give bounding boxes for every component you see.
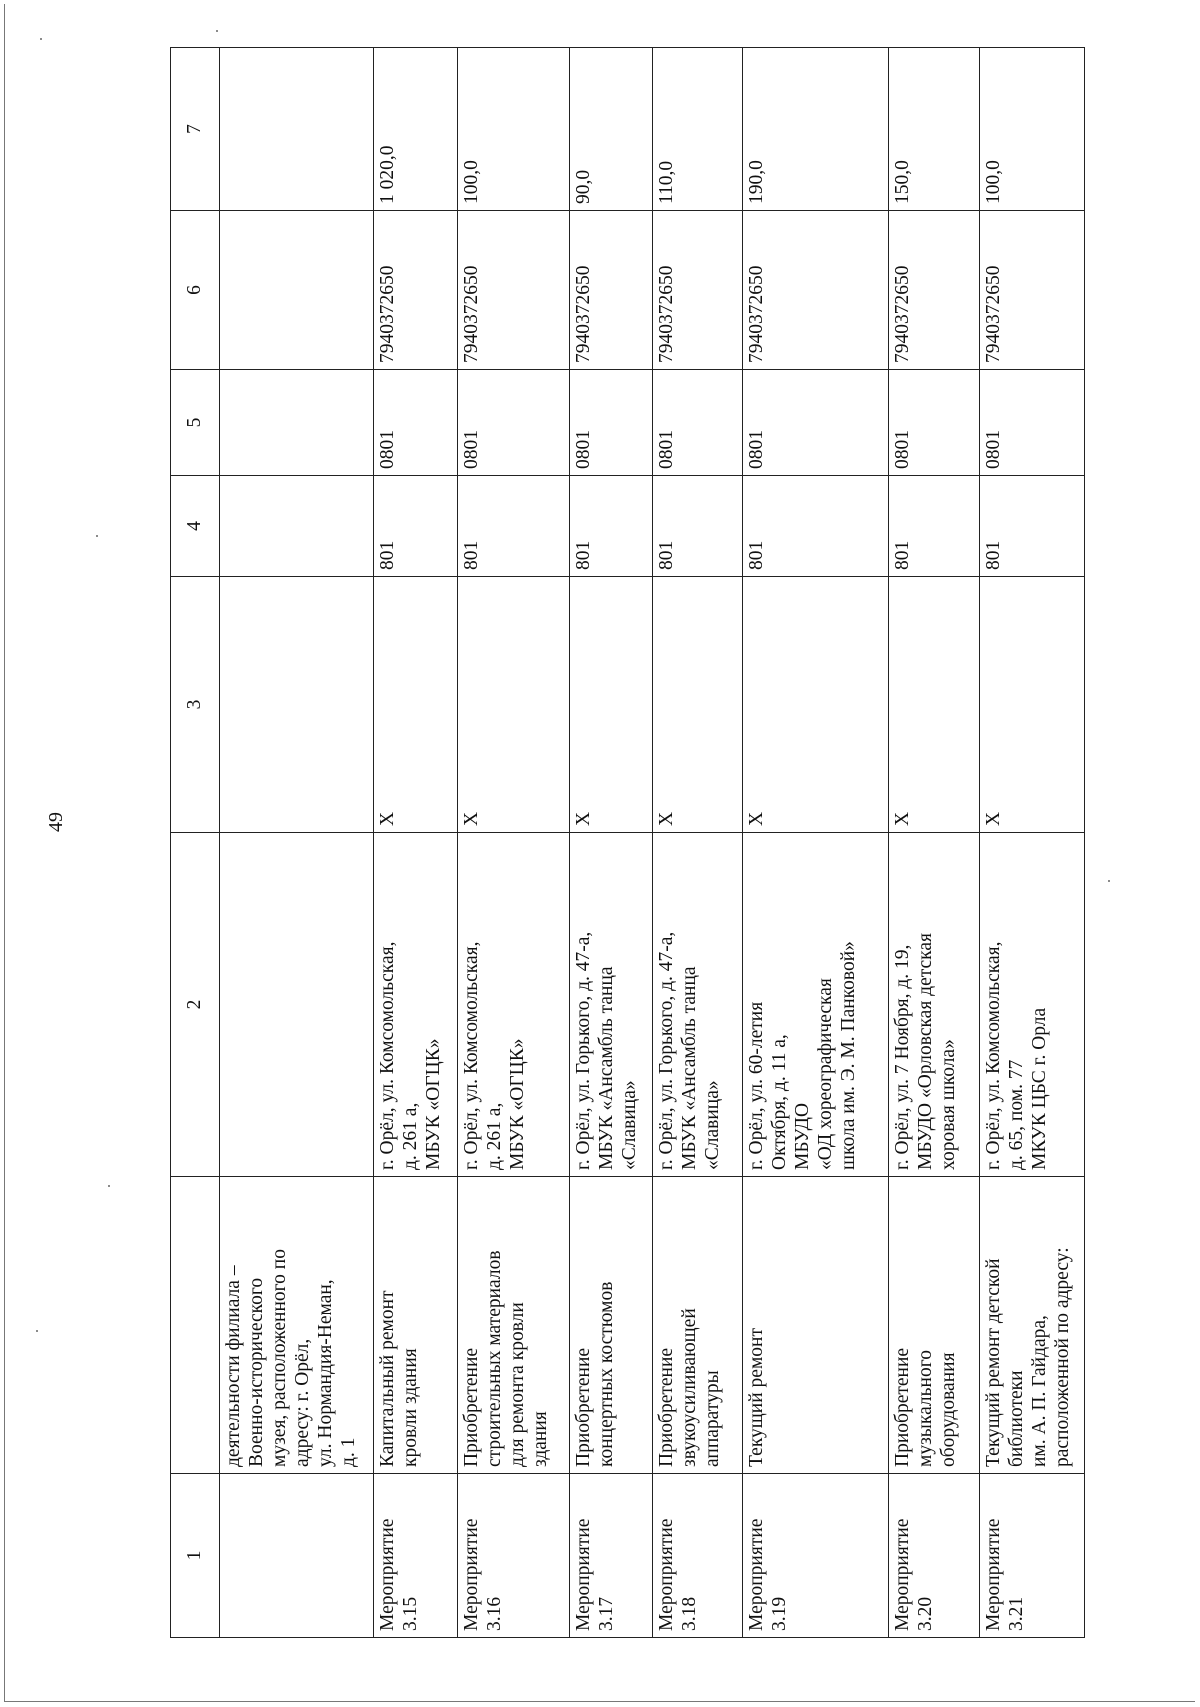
table-cell: 150,0	[889, 48, 980, 211]
table-cell: г. Орёл, ул. Горького, д. 47-а, МБУК «Ансамбль танца «Славица»	[570, 833, 653, 1177]
rotated-table-container	[170, 48, 1085, 1638]
table-cell	[219, 1474, 374, 1638]
header-row	[171, 48, 220, 1638]
table-cell: 801	[457, 476, 569, 577]
table-cell: Х	[653, 577, 743, 833]
table-cell: г. Орёл, ул. Горького, д. 47-а, МБУК «Ансамбль танца «Славица»	[653, 833, 743, 1177]
table-cell: Х	[889, 577, 980, 833]
table-cell: Приобретение звукоусиливающей аппаратуры	[653, 1177, 743, 1474]
table-cell: Х	[980, 577, 1085, 833]
table-cell: Х	[743, 577, 889, 833]
table-cell: 7940372650	[570, 211, 653, 370]
table-cell: 7940372650	[889, 211, 980, 370]
table-cell: 0801	[980, 370, 1085, 476]
table-cell: 90,0	[570, 48, 653, 211]
table-cell: г. Орёл, ул. Комсомольская, д. 65, пом. 77 МКУК ЦБС г. Орла	[980, 833, 1085, 1177]
table-cell: Х	[374, 577, 457, 833]
table-cell: г. Орёл, ул. Комсомольская, д. 261 а, МБУК «ОГЦК»	[457, 833, 569, 1177]
table-cell: 7940372650	[374, 211, 457, 370]
table-cell: 0801	[570, 370, 653, 476]
table-cell: Х	[457, 577, 569, 833]
table-cell: Мероприятие 3.19	[743, 1474, 889, 1638]
table-row	[457, 48, 569, 1638]
table-cell: Мероприятие 3.15	[374, 1474, 457, 1638]
table-cell: 0801	[457, 370, 569, 476]
table-cell: Мероприятие 3.18	[653, 1474, 743, 1638]
table-cell: Приобретение строительных материалов для ремонта кровли здания	[457, 1177, 569, 1474]
table-cell: г. Орёл, ул. Комсомольская, д. 261 а, МБУК «ОГЦК»	[374, 833, 457, 1177]
table-cell: 801	[570, 476, 653, 577]
table-cell: Мероприятие 3.17	[570, 1474, 653, 1638]
scan-speck	[216, 30, 218, 32]
table-cell: Капитальный ремонт кровли здания	[374, 1177, 457, 1474]
table-cell: 110,0	[653, 48, 743, 211]
header-cell: 7	[171, 48, 220, 211]
table-row	[743, 48, 889, 1638]
table-cell: Мероприятие 3.16	[457, 1474, 569, 1638]
table-cell	[219, 833, 374, 1177]
table-cell: 0801	[889, 370, 980, 476]
table-row	[570, 48, 653, 1638]
table-cell: 100,0	[980, 48, 1085, 211]
table-cell	[219, 577, 374, 833]
table-cell: Текущий ремонт	[743, 1177, 889, 1474]
header-cell: 5	[171, 370, 220, 476]
scan-speck	[108, 1185, 110, 1187]
header-cell	[171, 1177, 220, 1474]
table-cell: 7940372650	[743, 211, 889, 370]
continuation-row	[219, 48, 374, 1638]
table-cell: 0801	[743, 370, 889, 476]
scan-speck	[96, 535, 98, 537]
table-cell	[219, 370, 374, 476]
table-cell: 0801	[653, 370, 743, 476]
table-row	[889, 48, 980, 1638]
table-row	[653, 48, 743, 1638]
budget-table	[170, 47, 1085, 1638]
table-cell: деятельности филиала – Военно-исторического музея, расположенного по адресу: г. Орёл, ул. Нормандия-Неман, д. 1	[219, 1177, 374, 1474]
table-row	[374, 48, 457, 1638]
scan-speck	[40, 38, 42, 40]
table-cell: 801	[374, 476, 457, 577]
table-cell: 0801	[374, 370, 457, 476]
header-cell: 6	[171, 211, 220, 370]
table-body	[171, 48, 1085, 1638]
table-cell: Мероприятие 3.21	[980, 1474, 1085, 1638]
table-cell: 190,0	[743, 48, 889, 211]
table-cell: г. Орёл, ул. 7 Ноября, д. 19, МБУДО «Орловская детская хоровая школа»	[889, 833, 980, 1177]
table-cell	[219, 211, 374, 370]
scan-speck	[36, 1330, 38, 1332]
table-row	[980, 48, 1085, 1638]
header-cell: 4	[171, 476, 220, 577]
table-cell: 801	[653, 476, 743, 577]
table-cell: г. Орёл, ул. 60-летия Октября, д. 11 а, МБУДО «ОД хореографическая школа им. Э. М. Панковой»	[743, 833, 889, 1177]
table-cell: Приобретение концертных костюмов	[570, 1177, 653, 1474]
scan-speck	[1108, 880, 1110, 882]
table-cell: 1 020,0	[374, 48, 457, 211]
page-number: 49	[45, 812, 67, 832]
table-cell: Текущий ремонт детской библиотеки им. А. П. Гайдара, расположенной по адресу:	[980, 1177, 1085, 1474]
table-cell: 801	[743, 476, 889, 577]
table-cell: 7940372650	[653, 211, 743, 370]
table-cell: Х	[570, 577, 653, 833]
table-cell	[219, 48, 374, 211]
table-cell: 7940372650	[980, 211, 1085, 370]
header-cell: 1	[171, 1474, 220, 1638]
table-cell: 7940372650	[457, 211, 569, 370]
table-cell: 100,0	[457, 48, 569, 211]
table-cell	[219, 476, 374, 577]
table-cell: 801	[889, 476, 980, 577]
table-cell: 801	[980, 476, 1085, 577]
table-cell: Мероприятие 3.20	[889, 1474, 980, 1638]
header-cell: 3	[171, 577, 220, 833]
table-cell: Приобретение музыкального оборудования	[889, 1177, 980, 1474]
header-cell: 2	[171, 833, 220, 1177]
